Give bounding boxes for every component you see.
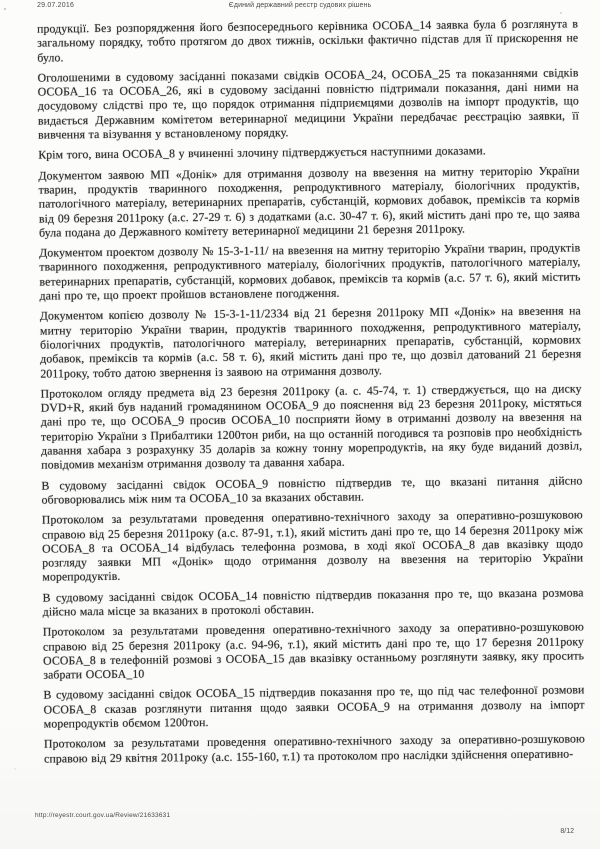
paragraph: Протоколом за результатами проведення оперативно-технічного заходу за оперативно-розшуковою справою від 29 квітня 2011року (а.с. 155-160, т.1) та протоколом про наслідки здійснення оперативно- (43, 731, 585, 766)
footer-url: http://reyestr.court.gov.ua/Review/21633631 (35, 812, 171, 819)
paragraph: Протоколом за результатами проведення оперативно-технічного заходу за оперативно-розшуковою справою від 25 березня 2011року (а.с. 87-91, т.1), який містить дані про те, що 14 березня 2011року між ОСОБА_8 та ОСОБА_14 відбулась телефонна розмова, в ході якої ОСОБА_8 дав вказівку щодо розгляду заявки МП «Донік» щодо отримання дозволу на ввезення на територію України морепродуктів. (41, 507, 584, 584)
paragraph: Протоколом за результатами проведення оперативно-технічного заходу за оперативно-розшуковою справою від 25 березня 2011року (а.с. 94-96, т.1), який містить дані про те, що 17 березня 2011року ОСОБА_8 в телефонній розмові з ОСОБА_15 дав вказівку останньому розглянути заявку, яку просить забрати ОСОБА_10 (42, 619, 585, 682)
footer-page-number: 8/12 (560, 828, 574, 835)
header-title: Єдиний державний реєстр судових рішень (228, 2, 372, 9)
paragraph: Документом заявою МП «Донік» для отримання дозволу на ввезення на митну територію України тварин, продуктів тваринного походження, репродуктивного матеріалу, біологічних продуктів, патологічного матеріалу, ветеринарних препаратів, субстанцій, кормових добавок, преміксів та кормів від 09 березня 2011року (а.с. 27-29 т. 6) з додатками (а.с. 30-47 т. 6), який містить дані про те, що заява була подана до Державного комітету ветеринарної медицини 21 березня 2011року. (38, 163, 580, 240)
paragraph: Документом проектом дозволу № 15-3-1-11/ на ввезення на митну територію України тварин, продуктів тваринного походження, репродуктивного матеріалу, біологічних продуктів, патологічного матеріалу, ветеринарних препаратів, субстанцій, кормових добавок, преміксів та кормів (а.с. 57 т. 6), який містить дані про те, що проект пройшов встановлене погодження. (39, 240, 581, 303)
paragraph: продукції. Без розпорядження його безпосереднього керівника ОСОБА_14 заявка була б розглянута в загальному порядку, тобто протягом до двох тижнів, оскільки фактично підстав для її прискорення не було. (37, 16, 579, 65)
paragraph: Документом копією дозволу № 15-3-1-11/2334 від 21 березня 2011року МП «Донік» на ввезення на митну територію України тварин, продуктів тваринного походження, репродуктивного матеріалу, біологічних продуктів, патологічного матеріалу, ветеринарних препаратів, субстанцій, кормових добавок, преміксів та кормів (а.с. 58 т. 6), який містить дані про те, що дозвіл датований 21 березня 2011року, тобто датою звернення із заявою на отримання дозволу. (39, 303, 582, 381)
scanned-document-body (37, 16, 585, 771)
paragraph: В судовому засіданні свідок ОСОБА_15 підтвердив показання про те, що під час телефонної розмови ОСОБА_8 сказав розглянути питання щодо заявки ОСОБА_9 на отримання дозволу на імпорт морепродуктів обємом 1200тон. (43, 682, 585, 731)
print-header (0, 2, 600, 14)
paragraph: Оголошеними в судовому засіданні показами свідків ОСОБА_24, ОСОБА_25 та показаннями свідків ОСОБА_16 та ОСОБА_26, які в судовому засіданні повністю підтримали показання, дані ними на досудовому слідстві про те, що порядок отримання підприємцями дозволів на імпорт продуктів, що видається Державним комітетом ветеринарної медицини України передбачає реєстрацію заявки, її вивчення та візування у встановленому порядку. (37, 65, 580, 142)
scan-noise-speck (4, 8, 6, 10)
paragraph: Крім того, вина ОСОБА_8 у вчиненні злочину підтверджується наступними доказами. (38, 143, 486, 162)
paragraph: Протоколом огляду предмета від 23 березня 2011року (а. с. 45-74, т. 1) стверджується, що на диску DVD+R, який був наданий громадянином ОСОБА_9 до пояснення від 23 березня 2011року, містяться дані про те, що ОСОБА_9 просив ОСОБА_10 посприяти йому в отриманні дозволу на ввезення на територію України з Прибалтики 1200тон риби, на що останній погодився та розповів про необхідність давання хабара з розрахунку 35 доларів за кожну тонну морепродуктів, на яку буде виданий дозвіл, повідомив механізм отримання дозволу та давання хабара. (40, 381, 583, 472)
paragraph: В судовому засіданні свідок ОСОБА_14 повністю підтвердив показання про те, що вказана розмова дійсно мала місце за вказаних в протоколі обставин. (42, 585, 584, 619)
paragraph: В судовому засіданні свідок ОСОБА_9 повністю підтвердив те, що вказані питання дійсно обговорювались між ним та ОСОБА_10 за вказаних обставин. (41, 472, 583, 507)
header-date: 29.07.2016 (37, 2, 75, 9)
